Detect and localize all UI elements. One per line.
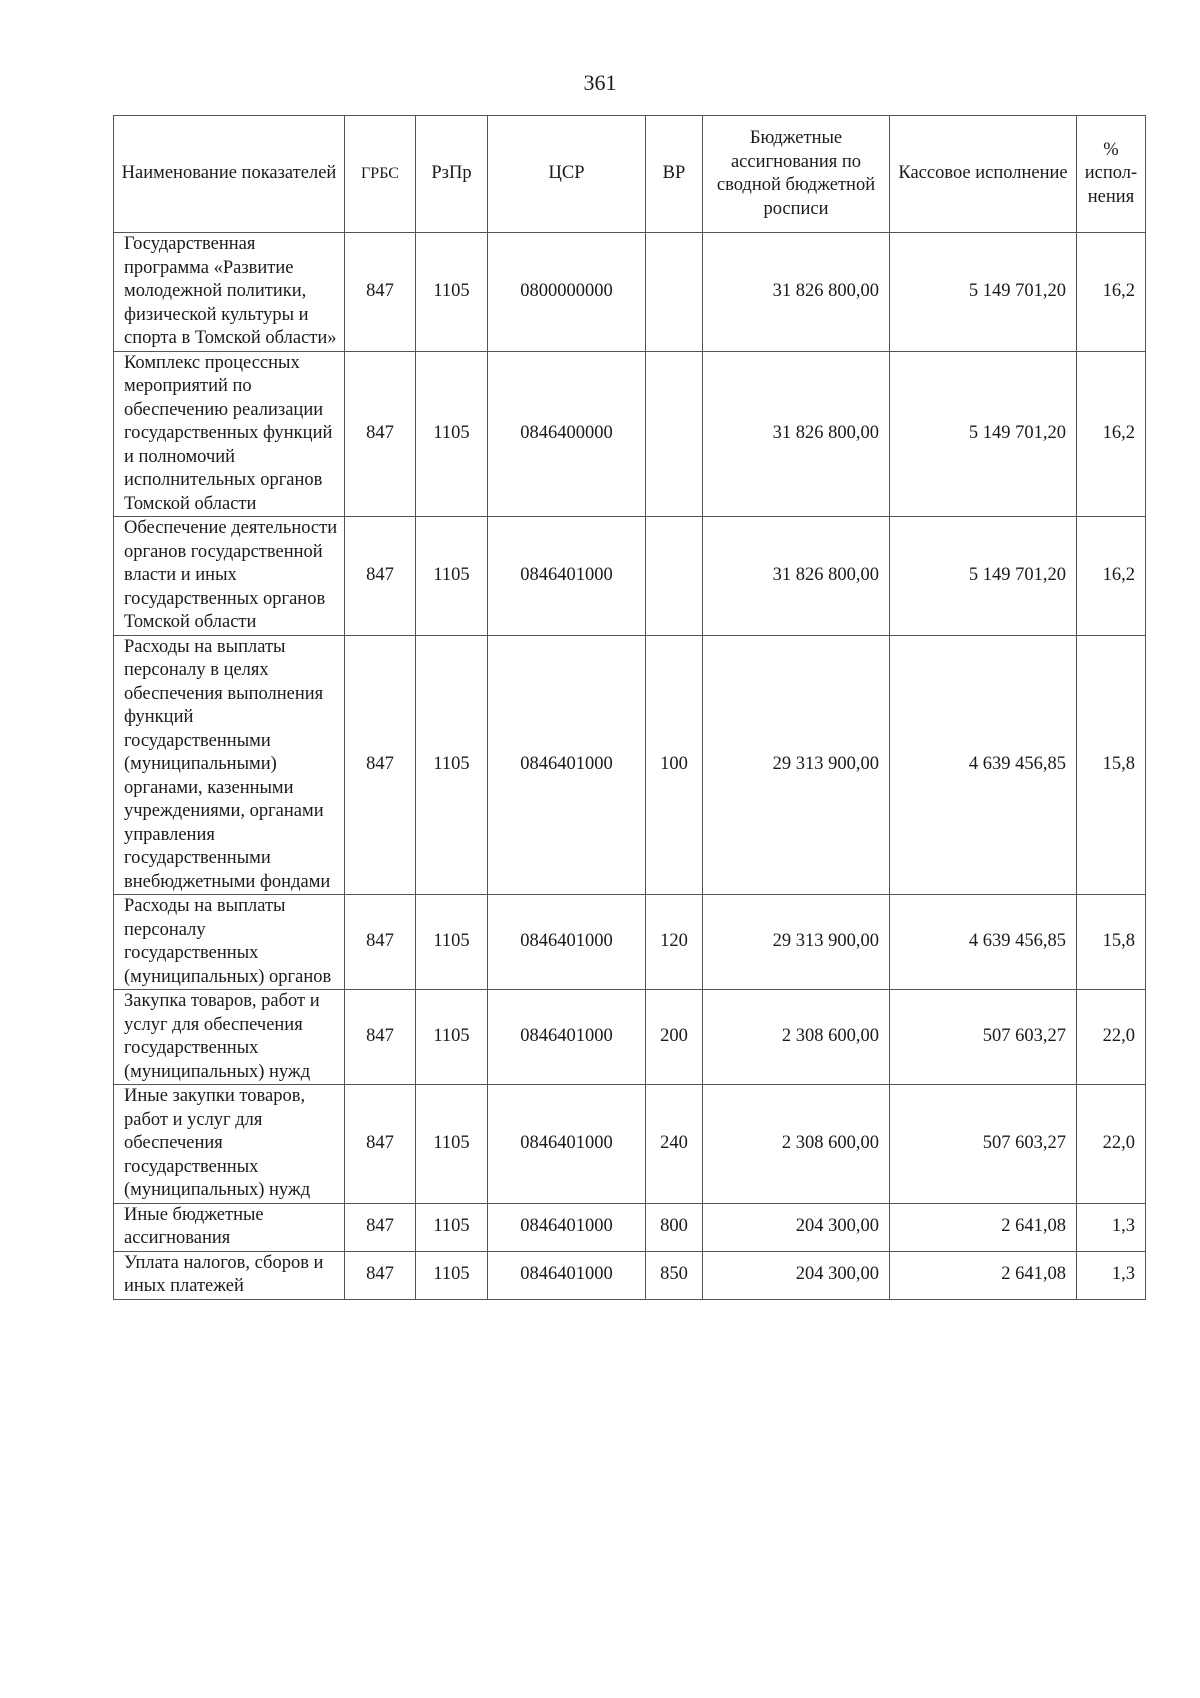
row-name: Расходы на выплаты персоналу государственных (муниципальных) органов: [114, 895, 345, 990]
row-vr: 800: [646, 1203, 703, 1251]
row-allocations: 31 826 800,00: [703, 517, 890, 636]
row-percent: 15,8: [1077, 895, 1146, 990]
row-name: Иные бюджетные ассигнования: [114, 1203, 345, 1251]
row-vr: [646, 517, 703, 636]
row-name: Уплата налогов, сборов и иных платежей: [114, 1251, 345, 1299]
header-grbs: ГРБС: [345, 116, 416, 233]
header-vr: ВР: [646, 116, 703, 233]
row-csr: 0846401000: [488, 895, 646, 990]
row-percent: 22,0: [1077, 990, 1146, 1085]
row-vr: 850: [646, 1251, 703, 1299]
header-rzpr: РзПр: [416, 116, 488, 233]
table-row: [114, 1203, 1146, 1251]
budget-execution-table: [113, 115, 1146, 1300]
row-cash: 507 603,27: [890, 990, 1077, 1085]
table-row: [114, 895, 1146, 990]
row-name: Комплекс процессных мероприятий по обеспечению реализации государственных функций и полномочий исполнительных органов Томской области: [114, 351, 345, 517]
row-rzpr: 1105: [416, 895, 488, 990]
row-grbs: 847: [345, 1085, 416, 1204]
row-grbs: 847: [345, 635, 416, 895]
row-allocations: 31 826 800,00: [703, 233, 890, 352]
row-rzpr: 1105: [416, 990, 488, 1085]
row-allocations: 29 313 900,00: [703, 635, 890, 895]
row-grbs: 847: [345, 517, 416, 636]
row-cash: 4 639 456,85: [890, 895, 1077, 990]
row-csr: 0846401000: [488, 1203, 646, 1251]
row-rzpr: 1105: [416, 517, 488, 636]
row-grbs: 847: [345, 233, 416, 352]
row-cash: 5 149 701,20: [890, 233, 1077, 352]
row-grbs: 847: [345, 895, 416, 990]
row-allocations: 204 300,00: [703, 1203, 890, 1251]
row-cash: 2 641,08: [890, 1251, 1077, 1299]
row-grbs: 847: [345, 351, 416, 517]
row-vr: 120: [646, 895, 703, 990]
row-csr: 0846401000: [488, 635, 646, 895]
table-row: [114, 990, 1146, 1085]
row-name: Государственная программа «Развитие молодежной политики, физической культуры и спорта в Томской области»: [114, 233, 345, 352]
row-percent: 16,2: [1077, 233, 1146, 352]
row-percent: 1,3: [1077, 1203, 1146, 1251]
row-csr: 0800000000: [488, 233, 646, 352]
row-percent: 1,3: [1077, 1251, 1146, 1299]
row-allocations: 31 826 800,00: [703, 351, 890, 517]
table-row: [114, 1251, 1146, 1299]
row-name: Иные закупки товаров, работ и услуг для обеспечения государственных (муниципальных) нужд: [114, 1085, 345, 1204]
row-rzpr: 1105: [416, 1203, 488, 1251]
header-row: [114, 116, 1146, 233]
header-allocations: Бюджетные ассигнования по сводной бюджетной росписи: [703, 116, 890, 233]
row-percent: 15,8: [1077, 635, 1146, 895]
row-cash: 507 603,27: [890, 1085, 1077, 1204]
row-allocations: 204 300,00: [703, 1251, 890, 1299]
row-csr: 0846401000: [488, 1251, 646, 1299]
row-vr: 200: [646, 990, 703, 1085]
row-cash: 4 639 456,85: [890, 635, 1077, 895]
table-row: [114, 635, 1146, 895]
row-grbs: 847: [345, 1203, 416, 1251]
row-csr: 0846401000: [488, 1085, 646, 1204]
table-row: [114, 1085, 1146, 1204]
row-allocations: 2 308 600,00: [703, 1085, 890, 1204]
table-row: [114, 233, 1146, 352]
table-row: [114, 517, 1146, 636]
row-cash: 2 641,08: [890, 1203, 1077, 1251]
header-cash-execution: Кассовое исполнение: [890, 116, 1077, 233]
row-grbs: 847: [345, 1251, 416, 1299]
table-row: [114, 351, 1146, 517]
row-csr: 0846400000: [488, 351, 646, 517]
row-rzpr: 1105: [416, 351, 488, 517]
header-name: Наименование показателей: [114, 116, 345, 233]
header-percent: % испол-нения: [1077, 116, 1146, 233]
row-cash: 5 149 701,20: [890, 517, 1077, 636]
page-number: 361: [583, 70, 617, 95]
row-csr: 0846401000: [488, 517, 646, 636]
row-name: Закупка товаров, работ и услуг для обеспечения государственных (муниципальных) нужд: [114, 990, 345, 1085]
row-name: Расходы на выплаты персоналу в целях обеспечения выполнения функций государственными (муниципальными) органами, казенными учреждениями, органами управления государственными внебюджетными фондами: [114, 635, 345, 895]
row-grbs: 847: [345, 990, 416, 1085]
row-vr: 100: [646, 635, 703, 895]
row-name: Обеспечение деятельности органов государственной власти и иных государственных органов Томской области: [114, 517, 345, 636]
row-vr: [646, 351, 703, 517]
header-csr: ЦСР: [488, 116, 646, 233]
row-percent: 16,2: [1077, 517, 1146, 636]
row-vr: 240: [646, 1085, 703, 1204]
row-cash: 5 149 701,20: [890, 351, 1077, 517]
row-rzpr: 1105: [416, 1251, 488, 1299]
row-allocations: 2 308 600,00: [703, 990, 890, 1085]
row-percent: 22,0: [1077, 1085, 1146, 1204]
row-percent: 16,2: [1077, 351, 1146, 517]
row-rzpr: 1105: [416, 1085, 488, 1204]
row-rzpr: 1105: [416, 635, 488, 895]
row-allocations: 29 313 900,00: [703, 895, 890, 990]
row-csr: 0846401000: [488, 990, 646, 1085]
row-vr: [646, 233, 703, 352]
row-rzpr: 1105: [416, 233, 488, 352]
